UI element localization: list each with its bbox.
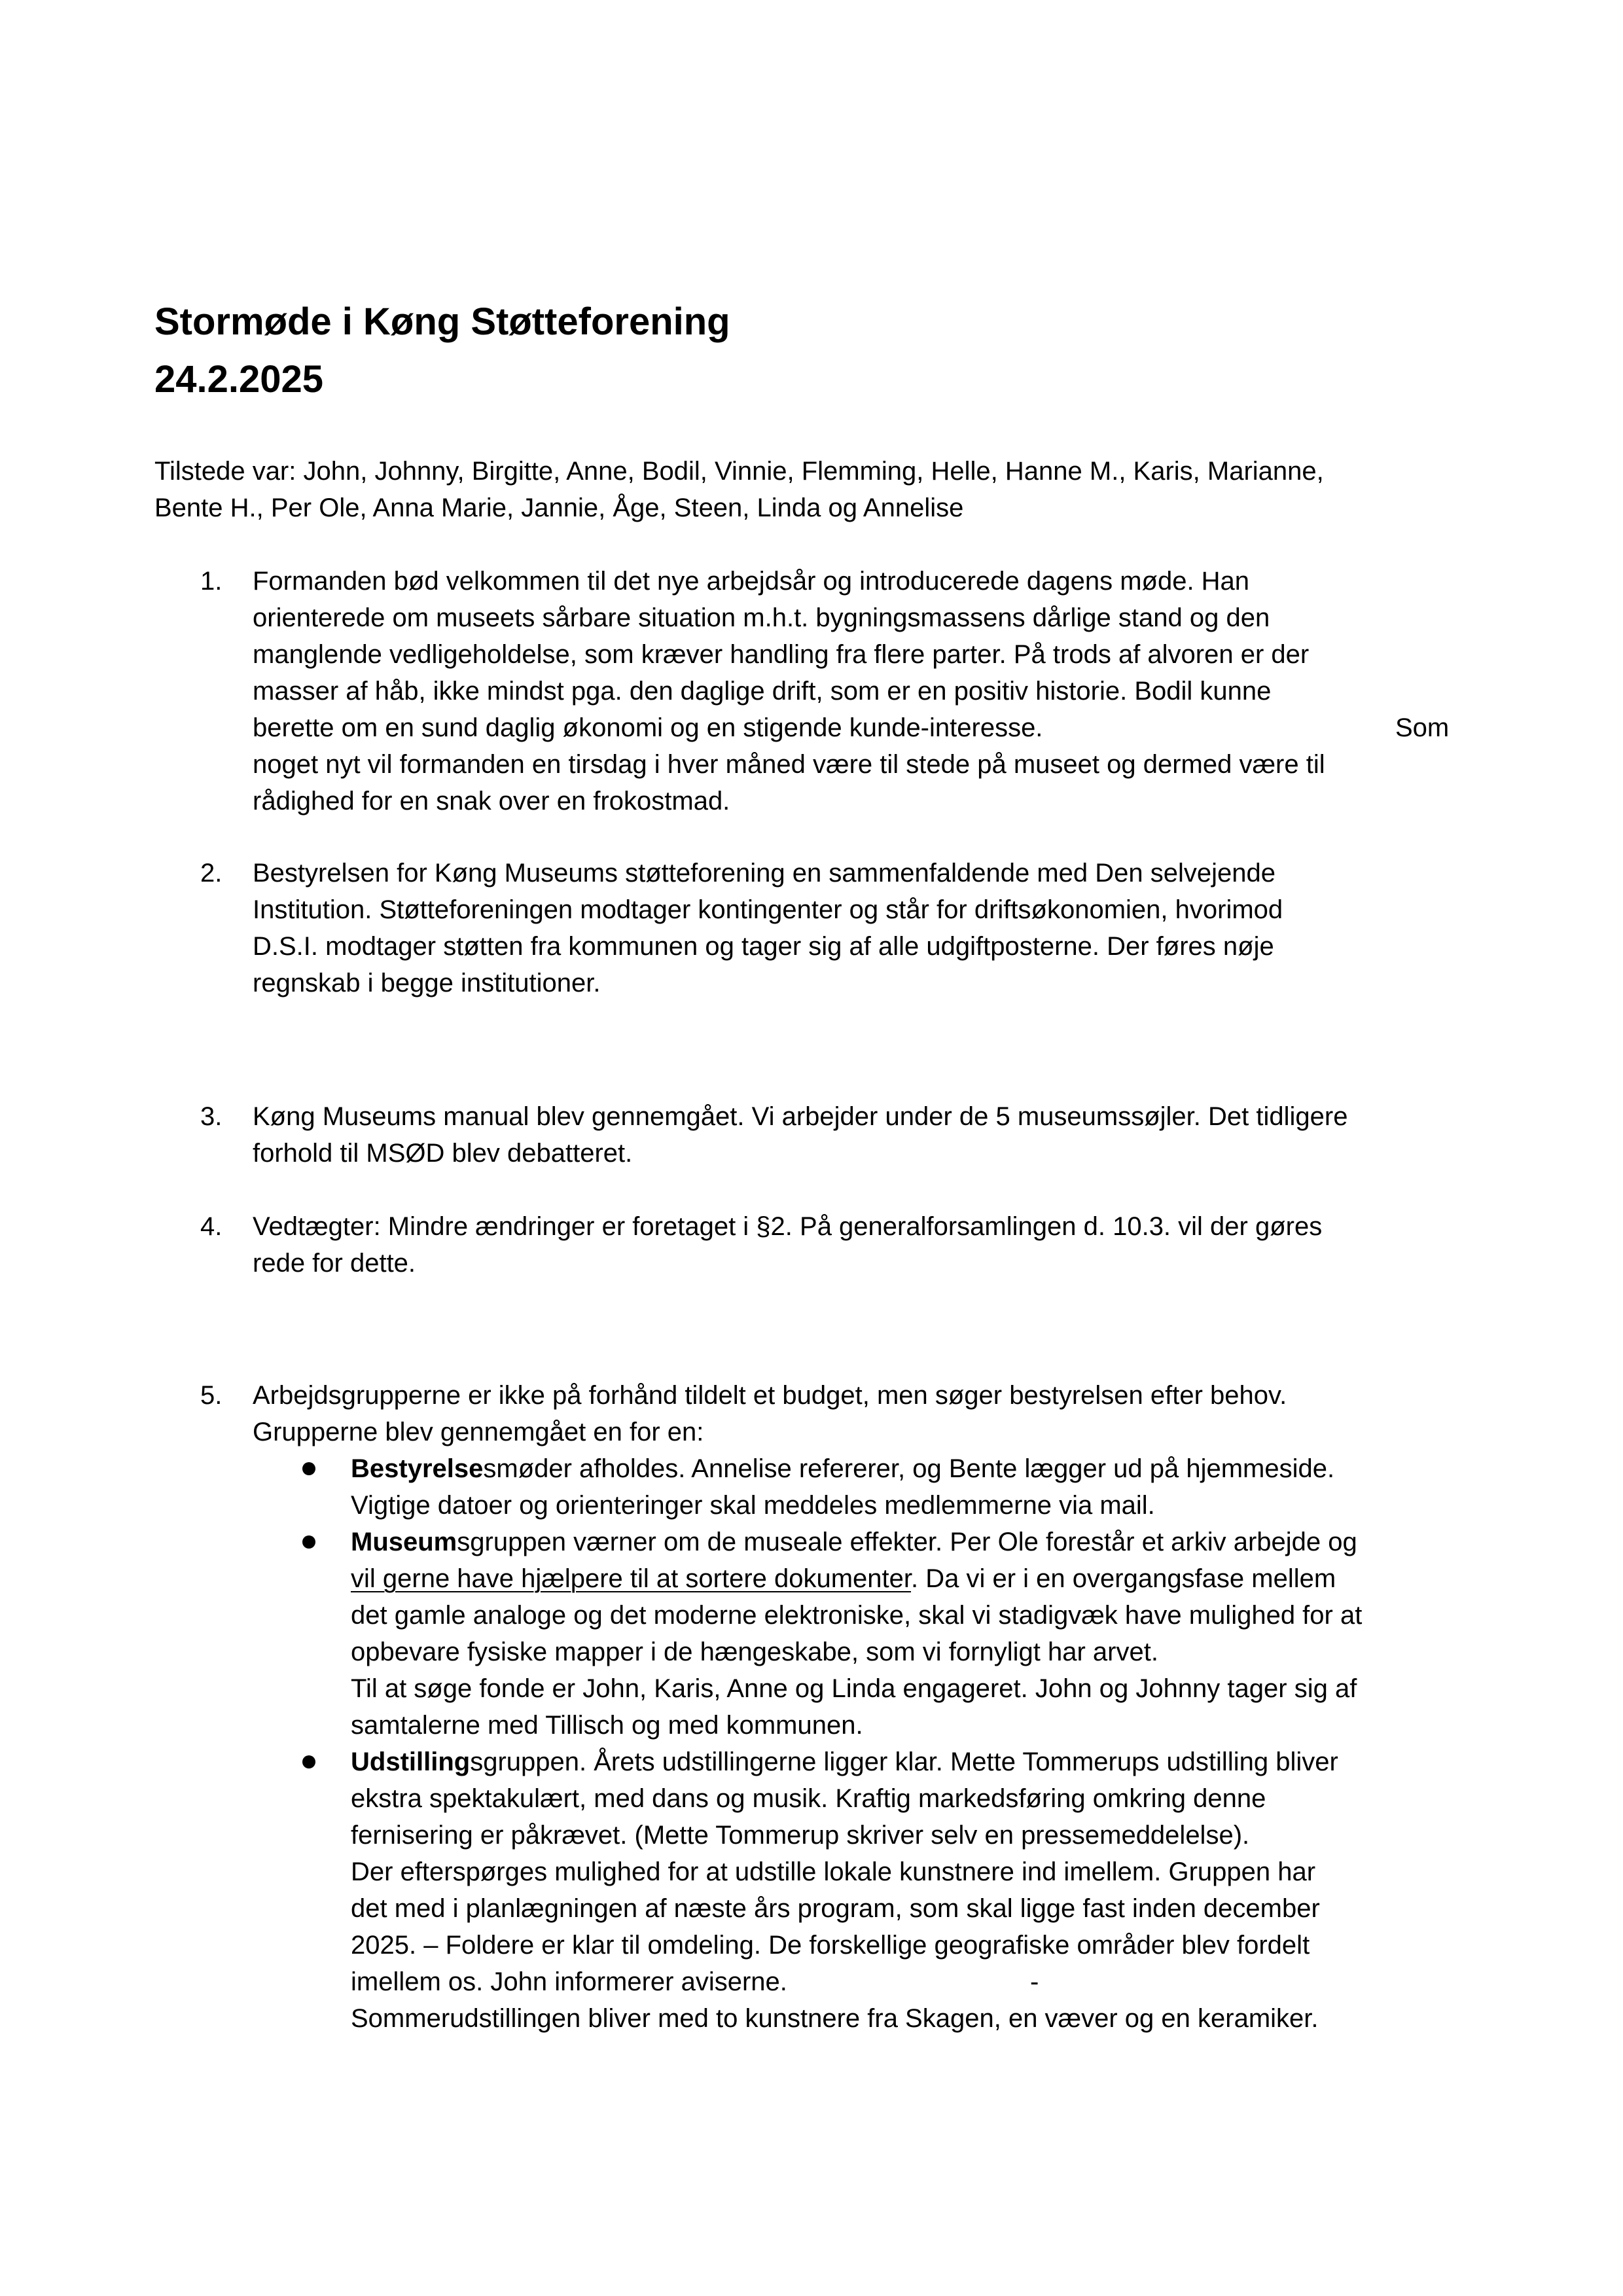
item-line: masser af håb, ikke mindst pga. den daglige drift, som er en positiv historie. Bodil kunne xyxy=(253,677,1272,706)
bullet-dot xyxy=(302,1755,315,1768)
item-line: orienterede om museets sårbare situation m.h.t. bygningsmassens dårlige stand og den xyxy=(253,603,1270,632)
title-date: 24.2.2025 xyxy=(154,358,324,401)
bullet-dot xyxy=(302,1462,315,1475)
item-line: berette om en sund daglig økonomi og en stigende kunde-interesse. xyxy=(253,713,1043,742)
item-line: manglende vedligeholdelse, som kræver handling fra flere parter. På trods af alvoren er der xyxy=(253,640,1310,669)
bullet-text: sgruppen. Årets udstillingerne ligger klar. Mette Tommerups udstilling bliver xyxy=(470,1748,1338,1776)
bullet-text: smøder afholdes. Annelise refererer, og Bente lægger ud på hjemmeside. xyxy=(483,1454,1335,1483)
item-line: regnskab i begge institutioner. xyxy=(253,969,601,997)
item-number: 1. xyxy=(200,567,223,596)
bullet-line xyxy=(351,1560,1336,1597)
bullet-line: Til at søge fonde er John, Karis, Anne og Linda engageret. John og Johnny tager sig af xyxy=(351,1674,1357,1703)
item-line: D.S.I. modtager støtten fra kommunen og tager sig af alle udgiftposterne. Der føres nøje xyxy=(253,932,1274,961)
item-line: rådighed for en snak over en frokostmad. xyxy=(253,787,730,816)
document-title xyxy=(154,293,730,408)
bullet-text: . Da vi er i en overgangsfase mellem xyxy=(911,1564,1336,1593)
item-line: Køng Museums manual blev gennemgået. Vi arbejder under de 5 museumssøjler. Det tidligere xyxy=(253,1102,1348,1131)
title-heading: Stormøde i Køng Støtteforening xyxy=(154,300,730,343)
bullet-line: det med i planlægningen af næste års program, som skal ligge fast inden december xyxy=(351,1894,1320,1923)
bullet-line: opbevare fysiske mapper i de hængeskabe, som vi fornyligt har arvet. xyxy=(351,1638,1158,1666)
bullet-bold-term: Bestyrelse xyxy=(351,1454,484,1483)
trailing-dash: - xyxy=(1030,1967,1039,1996)
item-line: Institution. Støtteforeningen modtager kontingenter og står for driftsøkonomien, hvorimod xyxy=(253,895,1283,924)
bullet-text: sgruppen værner om de museale effekter. Per Ole forestår et arkiv arbejde og xyxy=(457,1528,1357,1556)
bullet-dot xyxy=(302,1535,315,1549)
bullet-line: det gamle analoge og det moderne elektroniske, skal vi stadigvæk have mulighed for at xyxy=(351,1601,1363,1630)
bullet-line: imellem os. John informerer aviserne. xyxy=(351,1967,787,1996)
item-line: Formanden bød velkommen til det nye arbejdsår og introducerede dagens møde. Han xyxy=(253,567,1250,596)
attendance-line: Bente H., Per Ole, Anna Marie, Jannie, Åge, Steen, Linda og Annelise xyxy=(154,493,964,522)
item-number: 5. xyxy=(200,1381,223,1410)
item-line: rede for dette. xyxy=(253,1249,416,1278)
bullet-bold-term: Udstilling xyxy=(351,1748,471,1776)
bullet-line: Sommerudstillingen bliver med to kunstnere fra Skagen, en væver og en keramiker. xyxy=(351,2004,1319,2033)
item-line: Grupperne blev gennemgået en for en: xyxy=(253,1418,704,1446)
bullet-bold-term: Museum xyxy=(351,1528,457,1556)
item-line: Vedtægter: Mindre ændringer er foretaget i §2. På generalforsamlingen d. 10.3. vil der gøres xyxy=(253,1212,1323,1241)
bullet-line: ekstra spektakulært, med dans og musik. Kraftig markedsføring omkring denne xyxy=(351,1784,1266,1813)
underlined-text: vil gerne have hjælpere til at sortere dokumenter xyxy=(351,1564,912,1593)
attendance-line: Tilstede var: John, Johnny, Birgitte, Anne, Bodil, Vinnie, Flemming, Helle, Hanne M., Karis, Marianne, xyxy=(154,457,1324,486)
item-trailing-word: Som xyxy=(1395,713,1450,742)
item-number: 3. xyxy=(200,1102,223,1131)
item-line: forhold til MSØD blev debatteret. xyxy=(253,1139,633,1168)
bullet-line: 2025. – Foldere er klar til omdeling. De forskellige geografiske områder blev fordelt xyxy=(351,1931,1310,1960)
item-number: 4. xyxy=(200,1212,223,1241)
bullet-line: samtalerne med Tillisch og med kommunen. xyxy=(351,1711,863,1740)
bullet-line: Der efterspørges mulighed for at udstille lokale kunstnere ind imellem. Gruppen har xyxy=(351,1857,1316,1886)
item-number: 2. xyxy=(200,859,223,888)
bullet-line: Vigtige datoer og orienteringer skal meddeles medlemmerne via mail. xyxy=(351,1491,1155,1520)
item-line: noget nyt vil formanden en tirsdag i hver måned være til stede på museet og dermed være til xyxy=(253,750,1325,779)
item-line: Bestyrelsen for Køng Museums støtteforening en sammenfaldende med Den selvejende xyxy=(253,859,1276,888)
bullet-line xyxy=(351,1524,1357,1560)
bullet-line xyxy=(351,1744,1338,1780)
item-line: Arbejdsgrupperne er ikke på forhånd tildelt et budget, men søger bestyrelsen efter behov. xyxy=(253,1381,1287,1410)
bullet-line xyxy=(351,1450,1334,1487)
bullet-line: fernisering er påkrævet. (Mette Tommerup skriver selv en pressemeddelelse). xyxy=(351,1821,1250,1850)
